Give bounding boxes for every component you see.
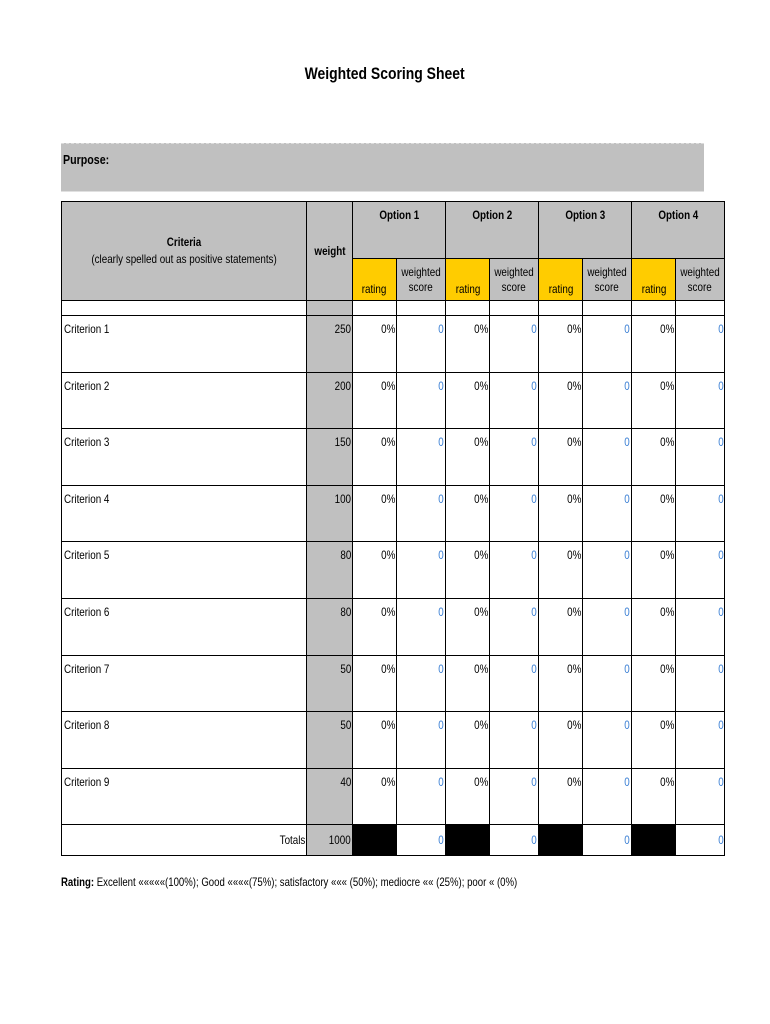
weighted-score-value: 0 — [531, 604, 538, 619]
rating-header-label: rating — [548, 282, 573, 296]
rating-value: 0% — [380, 661, 395, 676]
weighted-score-cell — [397, 655, 446, 712]
option-3-label: Option 3 — [565, 208, 606, 222]
weighted-score-value: 0 — [531, 774, 538, 789]
criterion-label: Criterion 8 — [64, 718, 110, 733]
weighted-score-value: 0 — [438, 548, 445, 563]
weighted-score-cell — [397, 429, 446, 486]
weighted-score-value: 0 — [531, 435, 538, 450]
rating-cell[interactable] — [632, 485, 676, 542]
total-score-cell — [397, 825, 446, 856]
score-label: score — [502, 279, 527, 294]
rating-value: 0% — [566, 322, 582, 336]
rating-value: 0% — [380, 604, 395, 619]
weight-cell[interactable] — [307, 712, 353, 769]
weighted-score-value: 0 — [531, 661, 538, 676]
rating-cell[interactable] — [353, 542, 397, 599]
rating-value: 0% — [473, 548, 489, 563]
weighted-score-value: 0 — [438, 491, 445, 506]
weighted-score-value: 0 — [531, 718, 538, 733]
rating-legend-text: Excellent «««««(100%); Good ««««(75%); satisfactory ««« (50%); mediocre «« (25%); poor « (0%) — [96, 875, 518, 889]
weighted-score-cell — [583, 712, 632, 769]
criterion-label: Criterion 3 — [64, 435, 110, 450]
rating-value: 0% — [380, 435, 395, 450]
rating-cell[interactable] — [539, 598, 583, 655]
rating-value: 0% — [566, 378, 582, 393]
weighted-score-value: 0 — [531, 322, 538, 336]
weighted-score-cell — [583, 316, 632, 373]
weight-cell[interactable] — [307, 429, 353, 486]
weight-cell[interactable] — [307, 542, 353, 599]
weighted-score-value: 0 — [717, 718, 724, 733]
weight-cell[interactable] — [307, 372, 353, 429]
weight-cell[interactable] — [307, 768, 353, 825]
rating-cell[interactable] — [353, 316, 397, 373]
total-rating-blank — [539, 825, 583, 856]
totals-label-cell — [62, 825, 307, 856]
weight-header-label: weight — [313, 244, 346, 258]
option-4-label: Option 4 — [658, 208, 699, 222]
spacer-cell — [307, 301, 353, 316]
rating-value: 0% — [473, 718, 489, 733]
rating-value: 0% — [659, 435, 675, 450]
weighted-score-value: 0 — [624, 718, 631, 733]
weighted-score-value: 0 — [717, 774, 724, 789]
rating-cell[interactable] — [539, 542, 583, 599]
rating-cell[interactable] — [353, 598, 397, 655]
weighted-score-cell — [676, 316, 725, 373]
rating-value: 0% — [566, 774, 582, 789]
rating-cell[interactable] — [632, 712, 676, 769]
total-score-value: 0 — [438, 833, 445, 848]
criterion-label: Criterion 4 — [64, 491, 110, 506]
spacer-cell — [632, 301, 676, 316]
weighted-score-cell — [583, 655, 632, 712]
weighted-score-value: 0 — [531, 548, 538, 563]
weighted-score-value: 0 — [624, 604, 631, 619]
weighted-score-cell — [583, 485, 632, 542]
criterion-cell[interactable] — [62, 429, 307, 486]
rating-cell[interactable] — [539, 429, 583, 486]
weighted-score-value: 0 — [717, 435, 724, 450]
rating-value: 0% — [380, 378, 395, 393]
weighted-score-value: 0 — [438, 378, 445, 393]
criterion-label: Criterion 7 — [64, 661, 110, 676]
rating-value: 0% — [659, 548, 675, 563]
rating-cell[interactable] — [446, 485, 490, 542]
criteria-header — [62, 202, 307, 301]
table-row — [62, 655, 725, 712]
weighted-label: weighted — [401, 264, 441, 279]
rating-cell[interactable] — [353, 485, 397, 542]
rating-legend — [61, 875, 631, 889]
score-label: score — [688, 279, 713, 294]
weighted-score-value: 0 — [624, 661, 631, 676]
total-rating-blank — [632, 825, 676, 856]
weighted-score-cell — [397, 768, 446, 825]
weighted-score-cell — [490, 542, 539, 599]
table-row — [62, 316, 725, 373]
option-2-header — [446, 202, 539, 259]
rating-cell[interactable] — [539, 485, 583, 542]
option-3-weighted-score-header — [583, 259, 632, 301]
rating-cell[interactable] — [446, 316, 490, 373]
table-row — [62, 768, 725, 825]
rating-cell[interactable] — [446, 542, 490, 599]
total-rating-blank — [353, 825, 397, 856]
weighted-score-value: 0 — [624, 435, 631, 450]
rating-cell[interactable] — [353, 768, 397, 825]
weighted-score-value: 0 — [438, 774, 445, 789]
rating-value: 0% — [473, 661, 489, 676]
option-2-rating-header — [446, 259, 490, 301]
weight-value: 200 — [334, 378, 351, 393]
weighted-score-value: 0 — [438, 604, 445, 619]
rating-value: 0% — [566, 548, 582, 563]
weight-cell[interactable] — [307, 316, 353, 373]
spacer-cell — [583, 301, 632, 316]
weight-value: 80 — [340, 604, 351, 619]
rating-cell[interactable] — [353, 655, 397, 712]
rating-value: 0% — [473, 378, 489, 393]
weighted-score-cell — [397, 542, 446, 599]
option-1-rating-header — [353, 259, 397, 301]
weight-cell[interactable] — [307, 655, 353, 712]
total-weight-cell — [307, 825, 353, 856]
option-1-weighted-score-header — [397, 259, 446, 301]
option-1-header — [353, 202, 446, 259]
rating-value: 0% — [659, 322, 675, 336]
total-score-cell — [490, 825, 539, 856]
weight-cell[interactable] — [307, 485, 353, 542]
criterion-cell[interactable] — [62, 598, 307, 655]
weighted-score-value: 0 — [717, 378, 724, 393]
criteria-subheader-label: (clearly spelled out as positive statements) — [91, 252, 277, 266]
weighted-score-value: 0 — [531, 378, 538, 393]
weight-value: 40 — [340, 774, 351, 789]
weighted-score-cell — [676, 542, 725, 599]
criterion-label: Criterion 5 — [64, 548, 110, 563]
table-row — [62, 542, 725, 599]
criterion-cell[interactable] — [62, 542, 307, 599]
weight-cell[interactable] — [307, 598, 353, 655]
criterion-label: Criterion 6 — [64, 604, 110, 619]
weighted-score-cell — [397, 485, 446, 542]
rating-value: 0% — [473, 774, 489, 789]
totals-label: Totals — [279, 833, 305, 848]
weighted-score-cell — [676, 655, 725, 712]
rating-value: 0% — [659, 491, 675, 506]
rating-value: 0% — [659, 661, 675, 676]
rating-value: 0% — [380, 322, 395, 336]
total-score-cell — [583, 825, 632, 856]
weighted-score-cell — [583, 429, 632, 486]
rating-cell[interactable] — [632, 372, 676, 429]
weighted-score-cell — [583, 542, 632, 599]
weighted-label: weighted — [587, 264, 627, 279]
rating-cell[interactable] — [632, 429, 676, 486]
weight-value: 250 — [334, 322, 351, 336]
weighted-score-cell — [490, 655, 539, 712]
criterion-cell[interactable] — [62, 655, 307, 712]
weight-header — [307, 202, 353, 301]
weighted-score-cell — [397, 316, 446, 373]
rating-value: 0% — [659, 774, 675, 789]
criterion-cell[interactable] — [62, 316, 307, 373]
rating-value: 0% — [566, 604, 582, 619]
weighted-score-cell — [676, 485, 725, 542]
rating-legend-label: Rating: — [61, 875, 95, 889]
option-4-rating-header — [632, 259, 676, 301]
purpose-field[interactable] — [61, 143, 704, 192]
weight-value: 80 — [340, 548, 351, 563]
rating-cell[interactable] — [632, 598, 676, 655]
rating-value: 0% — [473, 322, 489, 336]
rating-cell[interactable] — [353, 712, 397, 769]
spacer-cell — [446, 301, 490, 316]
weighted-score-value: 0 — [438, 435, 445, 450]
weighted-score-cell — [676, 598, 725, 655]
rating-cell[interactable] — [446, 429, 490, 486]
rating-value: 0% — [659, 718, 675, 733]
rating-value: 0% — [566, 491, 582, 506]
rating-value: 0% — [659, 604, 675, 619]
criterion-cell[interactable] — [62, 712, 307, 769]
rating-cell[interactable] — [632, 316, 676, 373]
weight-value: 50 — [340, 718, 351, 733]
weight-value: 50 — [340, 661, 351, 676]
weighted-score-cell — [676, 372, 725, 429]
weighted-score-value: 0 — [438, 718, 445, 733]
weighted-score-value: 0 — [717, 661, 724, 676]
rating-cell[interactable] — [446, 655, 490, 712]
rating-value: 0% — [659, 378, 675, 393]
purpose-label: Purpose: — [63, 152, 110, 167]
spacer-cell — [490, 301, 539, 316]
rating-value: 0% — [380, 491, 395, 506]
page-title-text: Weighted Scoring Sheet — [304, 64, 466, 83]
table-row — [62, 485, 725, 542]
weighted-score-cell — [676, 768, 725, 825]
weighted-score-cell — [397, 598, 446, 655]
weighted-score-value: 0 — [717, 322, 724, 336]
weighted-score-cell — [490, 712, 539, 769]
weighted-score-value: 0 — [624, 322, 631, 336]
rating-value: 0% — [566, 718, 582, 733]
score-label: score — [408, 279, 434, 294]
rating-value: 0% — [380, 718, 395, 733]
weighted-score-cell — [490, 429, 539, 486]
weighted-score-value: 0 — [438, 661, 445, 676]
weighted-score-cell — [397, 372, 446, 429]
spacer-cell — [676, 301, 725, 316]
criterion-label: Criterion 2 — [64, 378, 110, 393]
rating-cell[interactable] — [446, 712, 490, 769]
weighted-score-value: 0 — [624, 548, 631, 563]
option-3-header — [539, 202, 632, 259]
option-1-label: Option 1 — [379, 208, 419, 222]
weighted-score-cell — [676, 429, 725, 486]
option-4-header — [632, 202, 725, 259]
option-3-rating-header — [539, 259, 583, 301]
weight-value: 100 — [334, 491, 351, 506]
weighted-score-value: 0 — [531, 491, 538, 506]
total-score-value: 0 — [717, 833, 724, 848]
rating-value: 0% — [566, 661, 582, 676]
weighted-score-value: 0 — [624, 774, 631, 789]
weighted-score-cell — [490, 372, 539, 429]
score-label: score — [595, 279, 620, 294]
option-2-label: Option 2 — [472, 208, 513, 222]
rating-header-label: rating — [455, 282, 480, 296]
rating-value: 0% — [473, 435, 489, 450]
table-row — [62, 598, 725, 655]
weighted-score-cell — [676, 712, 725, 769]
rating-cell[interactable] — [632, 655, 676, 712]
option-4-weighted-score-header — [676, 259, 725, 301]
rating-cell[interactable] — [353, 372, 397, 429]
total-score-value: 0 — [624, 833, 631, 848]
weighted-score-cell — [490, 768, 539, 825]
total-score-cell — [676, 825, 725, 856]
scoring-table — [61, 201, 725, 856]
weighted-score-cell — [583, 768, 632, 825]
rating-cell[interactable] — [632, 768, 676, 825]
spacer-cell — [62, 301, 307, 316]
criterion-cell[interactable] — [62, 768, 307, 825]
weighted-score-cell — [490, 598, 539, 655]
rating-cell[interactable] — [446, 372, 490, 429]
criterion-label: Criterion 1 — [64, 322, 110, 336]
weighted-score-cell — [583, 598, 632, 655]
rating-cell[interactable] — [539, 768, 583, 825]
option-2-weighted-score-header — [490, 259, 539, 301]
rating-value: 0% — [473, 604, 489, 619]
total-score-value: 0 — [531, 833, 538, 848]
rating-header-label: rating — [641, 282, 666, 296]
spacer-cell — [353, 301, 397, 316]
table-row — [62, 712, 725, 769]
weighted-score-value: 0 — [624, 491, 631, 506]
rating-value: 0% — [566, 435, 582, 450]
weighted-score-cell — [583, 372, 632, 429]
rating-cell[interactable] — [632, 542, 676, 599]
totals-row — [62, 825, 725, 856]
weighted-score-value: 0 — [717, 491, 724, 506]
rating-cell[interactable] — [539, 712, 583, 769]
spacer-cell — [539, 301, 583, 316]
weighted-score-value: 0 — [717, 548, 724, 563]
rating-cell[interactable] — [539, 372, 583, 429]
weight-value: 150 — [334, 435, 351, 450]
weighted-score-value: 0 — [438, 322, 445, 336]
criterion-cell[interactable] — [62, 372, 307, 429]
rating-value: 0% — [380, 774, 395, 789]
page-title — [0, 64, 770, 84]
rating-header-label: rating — [362, 282, 387, 296]
total-rating-blank — [446, 825, 490, 856]
rating-value: 0% — [380, 548, 395, 563]
criteria-header-label: Criteria — [166, 235, 202, 249]
rating-cell[interactable] — [446, 598, 490, 655]
weighted-score-cell — [490, 316, 539, 373]
rating-cell[interactable] — [446, 768, 490, 825]
weighted-score-value: 0 — [717, 604, 724, 619]
rating-cell[interactable] — [539, 316, 583, 373]
table-row — [62, 372, 725, 429]
criterion-cell[interactable] — [62, 485, 307, 542]
weighted-score-cell — [397, 712, 446, 769]
rating-value: 0% — [473, 491, 489, 506]
criterion-label: Criterion 9 — [64, 774, 110, 789]
weighted-score-value: 0 — [624, 378, 631, 393]
rating-cell[interactable] — [539, 655, 583, 712]
rating-cell[interactable] — [353, 429, 397, 486]
weighted-label: weighted — [680, 264, 720, 279]
spacer-cell — [397, 301, 446, 316]
weighted-label: weighted — [494, 264, 534, 279]
table-row — [62, 429, 725, 486]
total-weight-value: 1000 — [329, 833, 351, 848]
weighted-score-cell — [490, 485, 539, 542]
